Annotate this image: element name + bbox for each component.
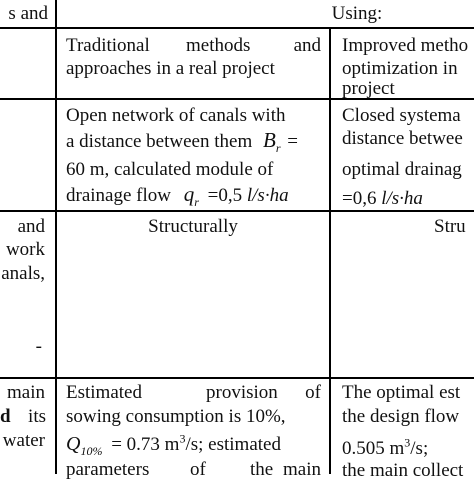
- improved-header-line2: optimization in: [342, 58, 458, 79]
- main-impr-line3: 0.505 $m^3/s$;: [342, 435, 429, 459]
- struct-trad: Structurally: [148, 216, 238, 237]
- left-main-line3: water: [2, 430, 45, 451]
- network-trad-line1: Open network of canals with: [66, 105, 286, 126]
- rule-col-mid: [329, 27, 331, 474]
- main-trad-line3: $Q_{10\%} = 0.73$ $m^3/s$; estimated: [66, 431, 281, 458]
- left-struct-line3: anals,: [1, 263, 45, 284]
- main-impr-line2: the design flow: [342, 406, 460, 427]
- rule-after-network: [0, 210, 474, 212]
- rule-top-header: [0, 27, 474, 29]
- improved-header-line3: project: [342, 78, 395, 99]
- network-trad-line4: drainage flow $q_r =0,5$ l/s·ha: [66, 182, 289, 209]
- network-impr-line2: distance betwee: [342, 128, 463, 149]
- left-header-text: s and: [8, 3, 48, 24]
- left-main-line2: d its: [0, 406, 46, 427]
- rule-after-struct: [0, 377, 474, 379]
- network-impr-line3: optimal drainag: [342, 159, 462, 180]
- rule-after-header: [0, 98, 474, 100]
- left-struct-line4: -: [35, 336, 42, 357]
- main-trad-line2: sowing consumption is 10%,: [66, 406, 286, 427]
- header-using: Using:: [331, 3, 383, 24]
- left-main-line1: main: [7, 382, 45, 403]
- left-struct-line2: work: [5, 239, 45, 260]
- struct-impr: Stru: [434, 216, 466, 237]
- network-trad-line3: 60 m, calculated module of: [66, 159, 274, 180]
- main-impr-line4: the main collect: [342, 460, 464, 481]
- traditional-header-line2: approaches in a real project: [66, 58, 275, 79]
- network-impr-line1: Closed systema: [342, 105, 461, 126]
- main-impr-line1: The optimal est: [342, 382, 461, 403]
- left-struct-line1: and: [17, 216, 45, 237]
- network-impr-line4: =0,6 l/s·ha: [342, 188, 423, 209]
- network-trad-line2: a distance between them $B_r$ =: [66, 128, 298, 155]
- improved-header-line1: Improved metho: [342, 35, 469, 56]
